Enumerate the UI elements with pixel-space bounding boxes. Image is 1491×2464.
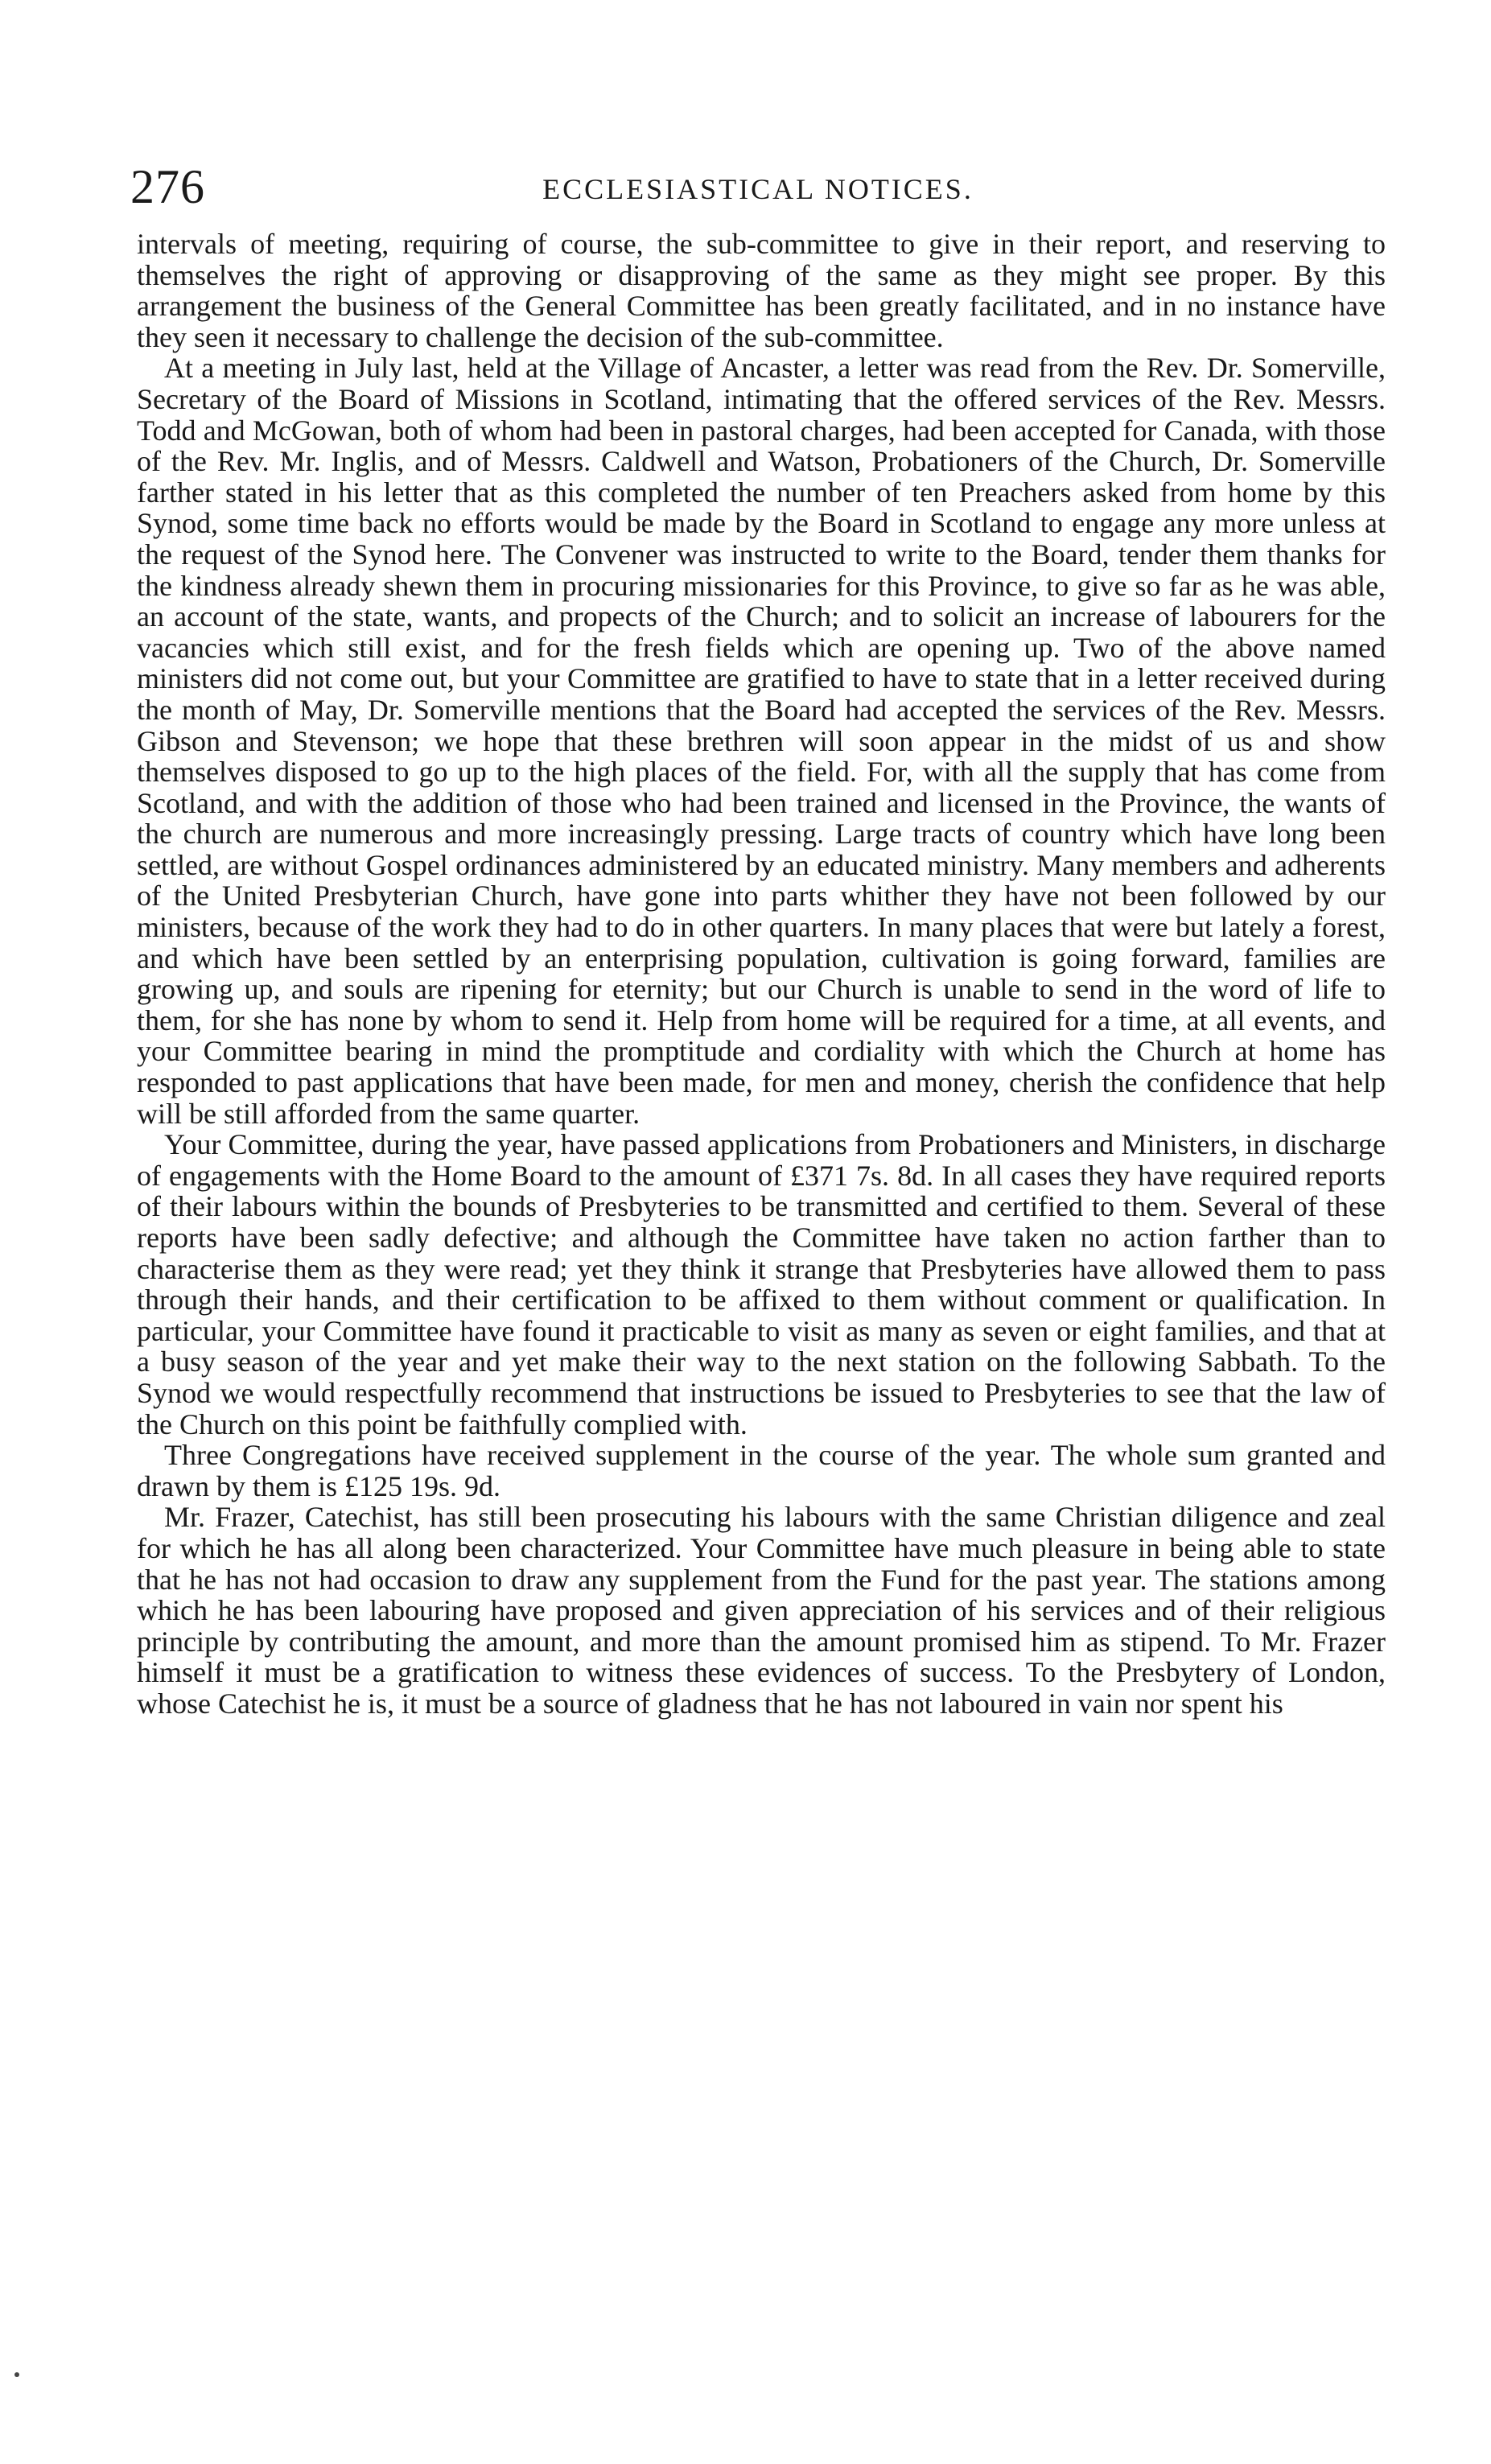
page-number: 276 [130,160,205,213]
body-text [137,229,1386,1720]
paragraph-catechist: Mr. Frazer, Catechist, has still been prosecuting his labours with the same Christian diligence and zeal for which he has all along been characterized. Your Committee have much pleasure in being able to state that he has not had occasion to draw any supplement from the Fund for the past year. The stations among which he has been labouring have proposed and given appreciation of his services and of their religious principle by contributing the amount, and more than the amount promised him as stipend. To Mr. Frazer himself it must be a gratification to witness these evidences of success. To the Presbytery of London, whose Catechist he is, it must be a source of gladness that he has not laboured in vain nor spent his [137,1501,1386,1720]
page-header [130,155,1386,219]
scan-speck [14,2372,19,2377]
paragraph-congregations: Three Congregations have received supplement in the course of the year. The whole sum granted and drawn by them is £125 19s. 9d. [137,1439,1386,1502]
running-head: ECCLESIASTICAL NOTICES. [542,173,974,205]
paragraph-continued: intervals of meeting, requiring of course, the sub-committee to give in their report, and reserving to themselves the right of approving or disapproving of the same as they might see proper. By this arrangement the business of the General Committee has been greatly facilitated, and in no instance have they seen it necessary to challenge the decision of the sub-committee. [137,228,1386,353]
paragraph-applications: Your Committee, during the year, have passed applications from Probationers and Ministers, in discharge of engagements with the Home Board to the amount of £371 7s. 8d. In all cases they have required reports of their labours within the bounds of Presbyteries to be transmitted and certified to them. Several of these reports have been sadly defective; and although the Committee have taken no action farther than to characterise them as they were read; yet they think it strange that Presbyteries have allowed them to pass through their hands, and their certification to be affixed to them without comment or qualification. In particular, your Committee have found it practicable to visit as many as seven or eight families, and that at a busy season of the year and yet make their way to the next station on the following Sabbath. To the Synod we would respectfully recommend that instructions be issued to Presbyteries to see that the law of the Church on this point be faithfully complied with. [137,1128,1386,1440]
paragraph-ancaster-meeting: At a meeting in July last, held at the Village of Ancaster, a letter was read from the Rev. Dr. Somerville, Secretary of the Board of Missions in Scotland, intimating that the offered services of the Rev. Messrs. Todd and McGowan, both of whom had been in pastoral charges, had been accepted for Canada, with those of the Rev. Mr. Inglis, and of Messrs. Caldwell and Watson, Probationers of the Church, Dr. Somerville farther stated in his letter that as this completed the number of ten Preachers asked from home by this Synod, some time back no efforts would be made by the Board in Scotland to engage any more unless at the request of the Synod here. The Convener was instructed to write to the Board, tender them thanks for the kindness already shewn them in procuring missionaries for this Province, to give so far as he was able, an account of the state, wants, and propects of the Church; and to solicit an increase of labourers for the vacancies which still exist, and for the fresh fields which are opening up. Two of the above named ministers did not come out, but your Committee are gratified to have to state that in a letter received during the month of May, Dr. Somerville mentions that the Board had accepted the services of the Rev. Messrs. Gibson and Stevenson; we hope that these brethren will soon appear in the midst of us and show themselves disposed to go up to the high places of the field. For, with all the supply that has come from Scotland, and with the addition of those who had been trained and licensed in the Province, the wants of the church are numerous and more increasingly pressing. Large tracts of country which have long been settled, are without Gospel ordinances administered by an educated ministry. Many members and adherents of the United Presbyterian Church, have gone into parts whither they have not been followed by our ministers, because of the work they had to do in other quarters. In many places that were but lately a forest, and which have been settled by an enterprising population, cultivation is going forward, families are growing up, and souls are ripening for eternity; but our Church is unable to send in the word of life to them, for she has none by whom to send it. Help from home will be required for a time, at all events, and your Committee bearing in mind the promptitude and cordiality with which the Church at home has responded to past applications that have been made, for men and money, cherish the confidence that help will be still afforded from the same quarter. [137,352,1386,1130]
